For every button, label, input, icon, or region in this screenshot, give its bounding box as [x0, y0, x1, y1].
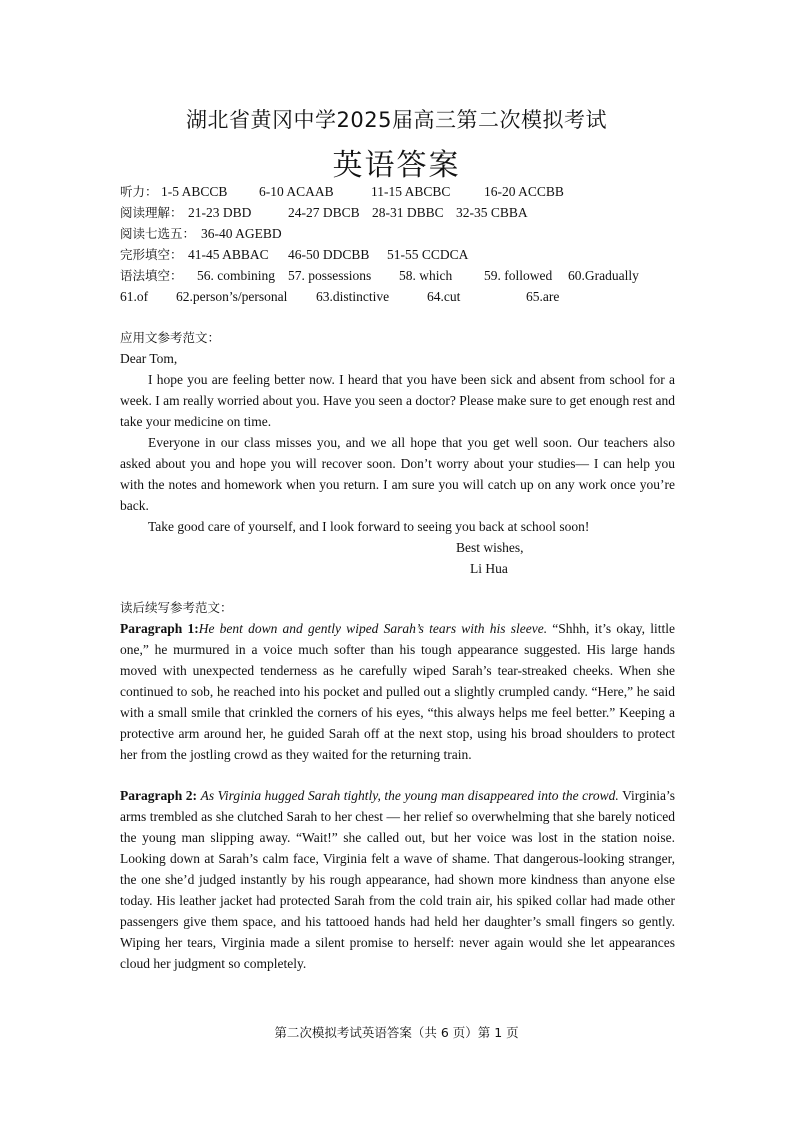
continuation-section [120, 597, 675, 765]
answer-group: 56. combining [197, 268, 275, 283]
cloze-answers [120, 244, 680, 265]
grammar-answers-row2 [120, 286, 680, 307]
answer-group: 6-10 ACAAB [259, 184, 334, 199]
answer-group: 63.distinctive [316, 289, 390, 304]
answer-group: 41-45 ABBAC [188, 247, 269, 262]
answer-group: 57. possessions [288, 268, 372, 283]
answer-group: 36-40 AGEBD [201, 226, 282, 241]
answer-group: 58. which [399, 268, 453, 283]
answer-group: 46-50 DDCBB [288, 247, 370, 262]
paragraph-1-body: “Shhh, it’s okay, little one,” he murmured in a voice much softer than his tough appearance suggested. His large hands moved with unexpected tenderness as he carefully wiped Sarah’s tear-streaked cheeks. When she continued to sob, he reached into his pocket and pulled out a slightly crumpled candy. “Here,” he said with a small smile that crinkled the corners of his eyes, “this always helps me feel better.” Keeping a protective arm around her, he guided Sarah off at the next stop, using his broad shoulders to protect her from the jostling crowd as they waited for the returning train. [120, 621, 676, 762]
listening-answers [120, 181, 680, 202]
answer-key [120, 181, 680, 307]
letter-closing: Best wishes, [456, 540, 524, 555]
paragraph-2-body: Virginia’s arms trembled as she clutched Sarah to her chest — her relief so overwhelming that she barely noticed the young man slipping away. “Wait!” she called out, but her voice was lost in the station noise. Looking down at Sarah’s calm face, Virginia felt a wave of shame. That dangerous-looking stranger, the one she’d judged instantly by his rough appearance, had shown more kindness than anyone else today. His leather jacket had protected Sarah from the cold train air, his spiked collar had made other passengers give them space, and his tattooed hands had held her daughter’s small fingers so gently. Wiping her tears, Virginia made a silent promise to herself: never again would she let appearances cloud her judgment so completely. [120, 788, 676, 971]
seven-five-label: 阅读七选五： [120, 226, 196, 241]
answer-title: 英语答案 [332, 148, 461, 183]
letter-paragraph: I hope you are feeling better now. I heard that you have been sick and absent from school for a week. I am really worried about you. Have you seen a doctor? Please make sure to get enough rest and take your medicine on time. [120, 372, 675, 429]
answer-group: 1-5 ABCCB [161, 184, 228, 199]
letter-section [120, 327, 675, 579]
answer-group: 65.are [526, 289, 560, 304]
answer-group: 64.cut [427, 289, 461, 304]
answer-group: 51-55 CCDCA [387, 247, 469, 262]
paragraph-2-label: Paragraph 2: [120, 788, 198, 803]
answer-group: 59. followed [484, 268, 553, 283]
answer-group: 24-27 DBCB [288, 205, 360, 220]
answer-group: 62.person’s/personal [176, 289, 288, 304]
answer-group: 32-35 CBBA [456, 205, 528, 220]
paragraph-2 [120, 785, 675, 974]
paragraph-1 [120, 618, 675, 765]
paragraph-1-label: Paragraph 1: [120, 621, 199, 636]
paragraph-1-opening: He bent down and gently wiped Sarah’s tears with his sleeve. [198, 621, 548, 636]
grammar-label: 语法填空： [120, 268, 183, 283]
listening-label: 听力： [120, 184, 158, 199]
letter-paragraph: Everyone in our class misses you, and we all hope that you get well soon. Our teachers also asked about you and hope you will recover soon. Don’t worry about your studies— I can help you with the notes and homework when you return. I am sure you will catch up on any work once you’re back. [120, 435, 675, 513]
cloze-label: 完形填空： [120, 247, 183, 262]
answer-group: 21-23 DBD [188, 205, 252, 220]
exam-title: 湖北省黄冈中学2025届高三第二次模拟考试 [186, 108, 607, 132]
letter-greeting: Dear Tom, [120, 351, 178, 366]
answer-group: 60.Gradually [568, 268, 639, 283]
paragraph-2-opening: As Virginia hugged Sarah tightly, the young man disappeared into the crowd. [200, 788, 619, 803]
answer-group: 11-15 ABCBC [371, 184, 451, 199]
continuation-section-2 [120, 785, 675, 974]
letter-signature: Li Hua [470, 561, 508, 576]
reading-answers [120, 202, 680, 223]
answer-group: 61.of [120, 289, 149, 304]
letter-paragraph: Take good care of yourself, and I look forward to seeing you back at school soon! [148, 519, 590, 534]
page-footer: 第二次模拟考试英语答案（共 6 页）第 1 页 [274, 1025, 519, 1040]
continuation-heading: 读后续写参考范文： [120, 600, 233, 615]
letter-heading: 应用文参考范文： [120, 330, 221, 345]
grammar-answers [120, 265, 680, 286]
answer-group: 28-31 DBBC [372, 205, 444, 220]
answer-group: 16-20 ACCBB [484, 184, 564, 199]
reading-label: 阅读理解： [120, 205, 183, 220]
seven-five-answers [120, 223, 680, 244]
